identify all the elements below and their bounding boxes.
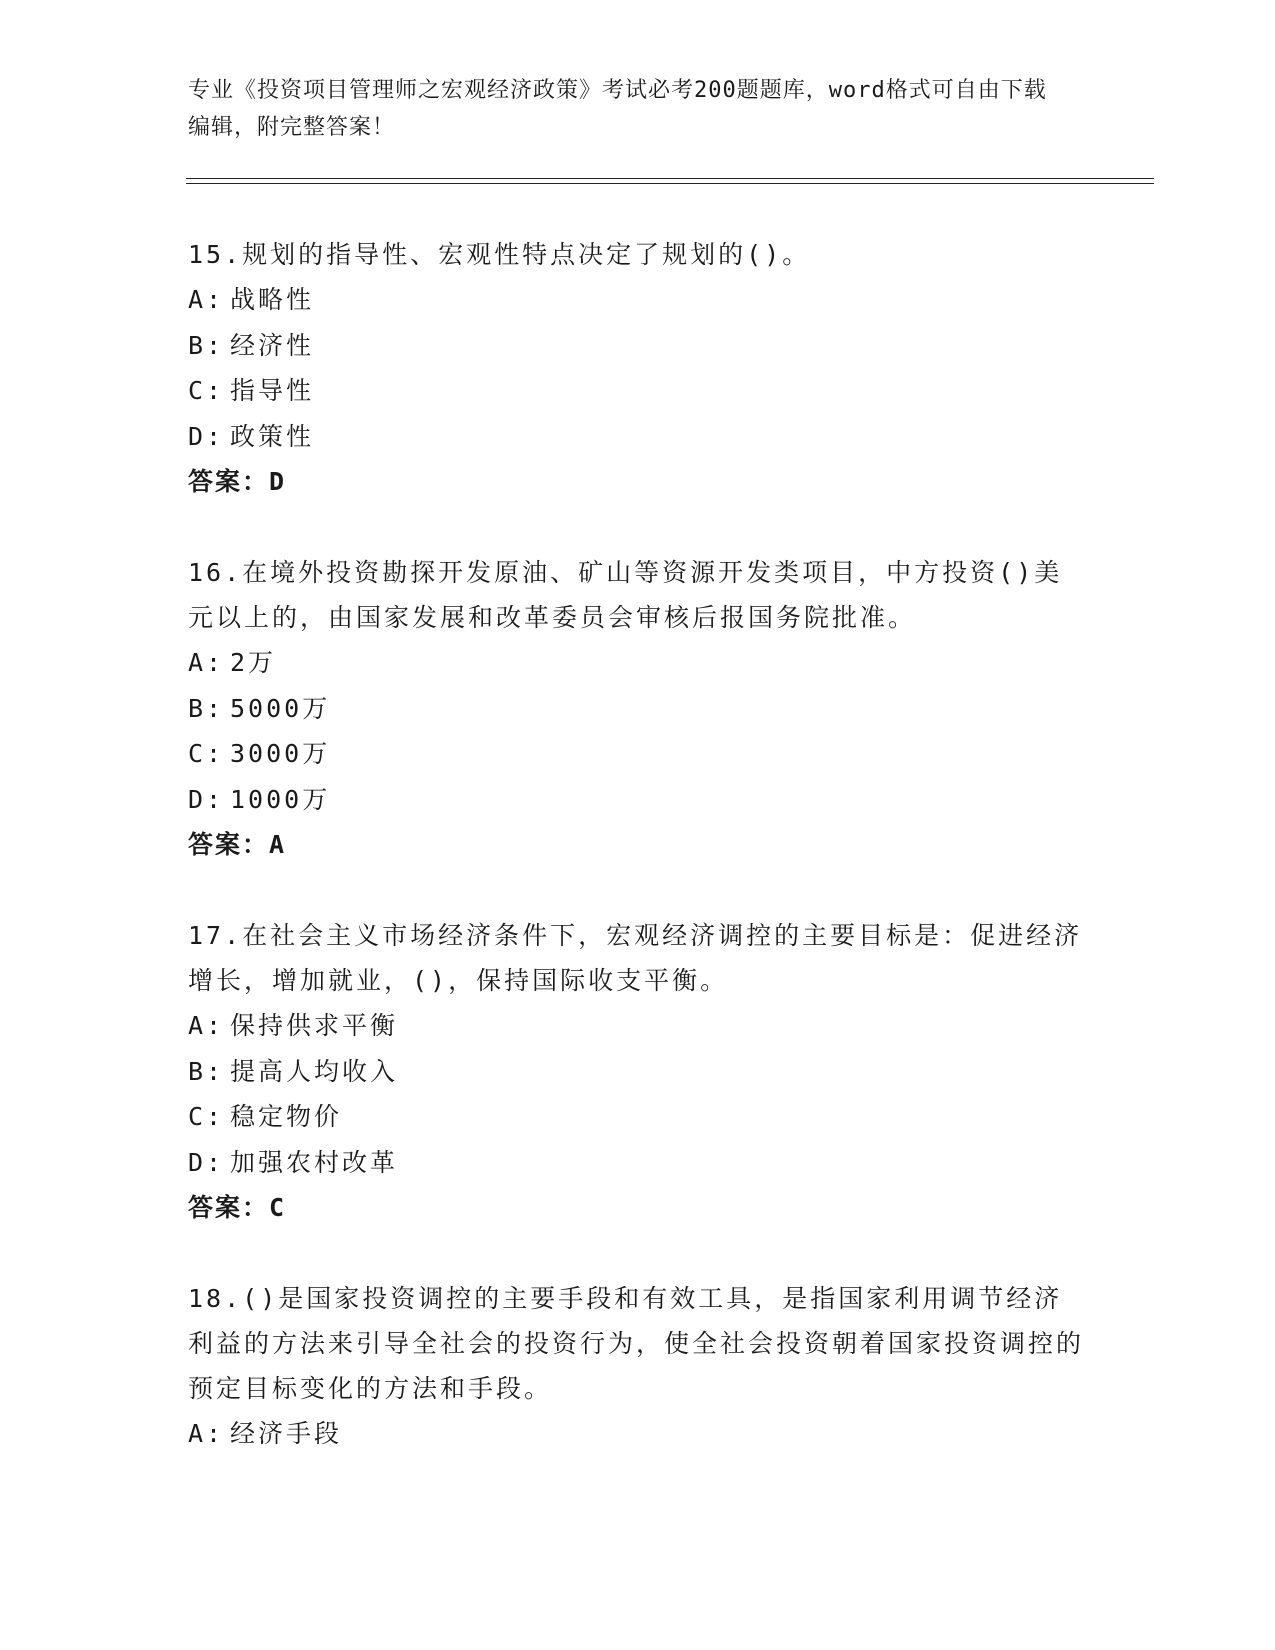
option-text: 提高人均收入 — [230, 1056, 399, 1086]
option-d — [188, 777, 1088, 823]
option-c — [188, 731, 1088, 777]
option-text: 3000万 — [230, 739, 331, 768]
question-17 — [188, 913, 1088, 1230]
option-d — [188, 414, 1088, 460]
option-b — [188, 1049, 1088, 1095]
option-text: 指导性 — [230, 376, 315, 405]
option-letter: A: — [188, 1011, 225, 1040]
question-15 — [188, 232, 1088, 504]
question-stem: 17.在社会主义市场经济条件下，宏观经济调控的主要目标是：促进经济增长，增加就业，()，保持国际收支平衡。 — [188, 921, 1083, 995]
option-text: 保持供求平衡 — [230, 1011, 399, 1040]
option-b — [188, 686, 1088, 732]
option-c — [188, 1094, 1088, 1140]
option-letter: D: — [188, 421, 225, 451]
option-text: 战略性 — [230, 285, 315, 314]
question-stem: 15.规划的指导性、宏观性特点决定了规划的()。 — [188, 240, 811, 269]
option-a — [188, 1003, 1088, 1049]
option-text: 经济性 — [230, 330, 315, 360]
document-header: 专业《投资项目管理师之宏观经济政策》考试必考200题题库，word格式可自由下载编辑，附完整答案！ — [188, 78, 1047, 140]
header-rule-top — [186, 178, 1154, 179]
option-letter: C: — [188, 376, 225, 405]
header-rule-bottom — [186, 183, 1154, 184]
question-stem: 16.在境外投资勘探开发原油、矿山等资源开发类项目，中方投资()美元以上的，由国家发展和改革委员会审核后报国务院批准。 — [188, 558, 1063, 632]
question-18 — [188, 1276, 1088, 1457]
option-letter: C: — [188, 739, 225, 768]
option-letter: B: — [188, 330, 225, 360]
answer-line: 答案：A — [188, 830, 287, 859]
option-c — [188, 368, 1088, 414]
question-16 — [188, 550, 1088, 867]
option-letter: D: — [188, 784, 225, 814]
question-stem: 18.()是国家投资调控的主要手段和有效工具，是指国家利用调节经济利益的方法来引导全社会的投资行为，使全社会投资朝着国家投资调控的预定目标变化的方法和手段。 — [188, 1284, 1085, 1403]
option-letter: B: — [188, 693, 225, 723]
answer-line: 答案：C — [188, 1193, 287, 1222]
option-letter: A: — [188, 285, 225, 314]
answer-line: 答案：D — [188, 467, 287, 496]
option-letter: C: — [188, 1102, 225, 1131]
option-a — [188, 277, 1088, 323]
option-b — [188, 323, 1088, 369]
option-text: 政策性 — [230, 421, 315, 451]
option-text: 5000万 — [230, 693, 331, 723]
option-text: 稳定物价 — [230, 1102, 343, 1131]
question-list — [188, 232, 1088, 1503]
option-a — [188, 1411, 1088, 1457]
option-text: 经济手段 — [230, 1419, 343, 1448]
option-a — [188, 640, 1088, 686]
option-text: 2万 — [230, 648, 277, 677]
option-text: 加强农村改革 — [230, 1147, 399, 1177]
option-text: 1000万 — [230, 784, 331, 814]
option-d — [188, 1140, 1088, 1186]
option-letter: B: — [188, 1056, 225, 1086]
option-letter: A: — [188, 1419, 225, 1448]
option-letter: D: — [188, 1147, 225, 1177]
option-letter: A: — [188, 648, 225, 677]
